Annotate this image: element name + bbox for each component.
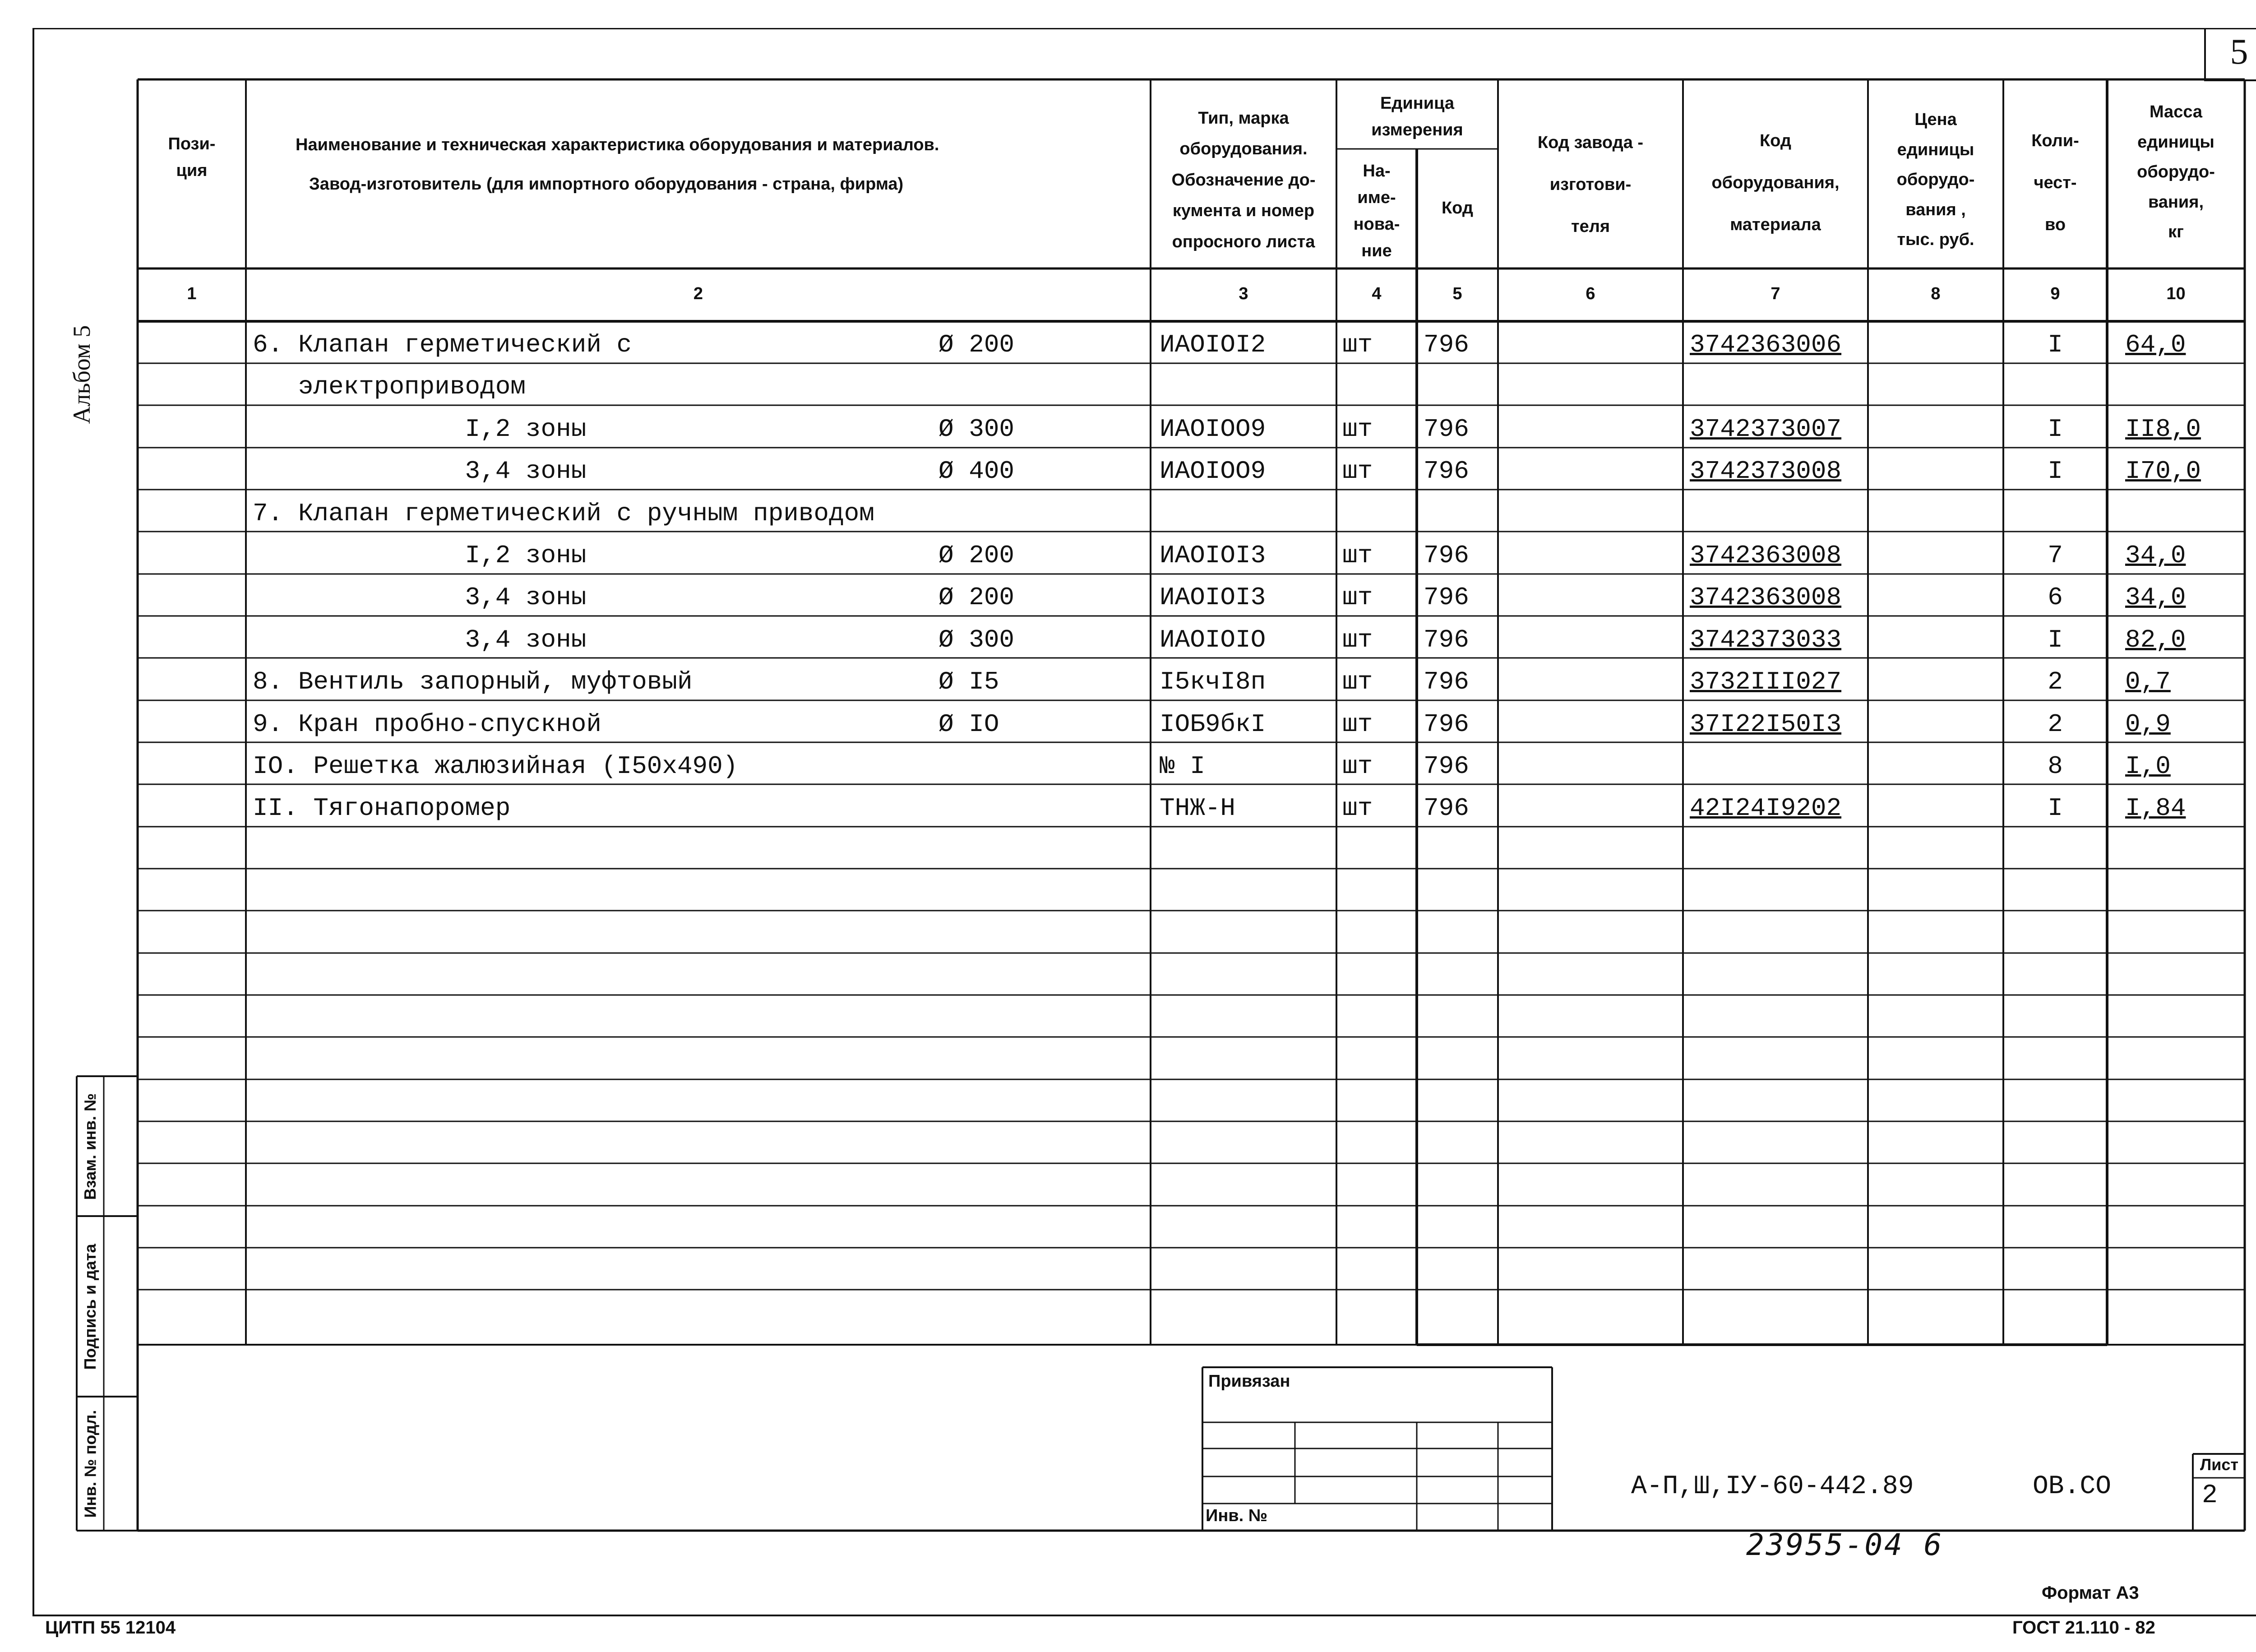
header-col3-line: кумента и номер [1172,201,1315,221]
row-cell-mass: 0,7 [2125,667,2171,697]
row-cell-name: 3,4 зоны [253,583,587,612]
header-col3 [1151,103,1336,257]
row-cell-equip-code: 3742363008 [1690,583,1842,612]
row-cell-unit: шт [1342,794,1373,823]
header-col3-line: оборудования. [1179,139,1308,159]
header-col8-line: оборудо- [1896,170,1975,189]
row-cell-qty: I [2048,457,2063,486]
header-col4-line: На- [1363,162,1391,180]
header-col4-line: ние [1361,241,1392,260]
row-cell-diameter: Ø IО [938,709,999,739]
row-cell-code: 796 [1424,541,1469,570]
row-cell-unit: шт [1342,583,1373,612]
row-cell-unit: шт [1342,330,1373,359]
row-cell-type: ИАОIОIО [1160,625,1266,654]
row-cell-equip-code: 3742363006 [1690,330,1842,359]
header-col8-line: Цена [1914,110,1957,129]
row-cell-name: 8. Вентиль запорный, муфтовый [253,667,693,697]
header-col6-line: Код завода - [1537,133,1644,152]
row-cell-code: 796 [1424,752,1469,781]
row-cell-qty: I [2048,794,2063,823]
row-cell-name: 3,4 зоны [253,457,587,486]
inv-no-label: Инв. № [1206,1506,1268,1525]
header-col8-line: тыс. руб. [1897,230,1974,249]
format-label: Формат А3 [2042,1583,2139,1603]
row-cell-type: ИАОIОI3 [1160,541,1266,570]
row-cell-qty: 2 [2048,709,2063,739]
row-cell-name: I,2 зоны [253,541,587,570]
table-row [138,619,2245,661]
table-row [138,787,2245,829]
row-cell-qty: 8 [2048,752,2063,781]
header-col8-line: единицы [1897,140,1974,159]
header-col1-line2: ция [176,161,208,180]
header-col10-line: вания, [2148,192,2204,212]
row-cell-code: 796 [1424,583,1469,612]
side-stamp-podpis [77,1216,104,1397]
header-col3-line: Тип, марка [1198,109,1289,128]
row-cell-equip-code: 37I22I50I3 [1690,709,1842,739]
side-stamp-inv-label: Инв. № подл. [81,1410,100,1518]
row-cell-type: № I [1160,752,1205,781]
row-cell-type: I5кчI8п [1160,667,1266,697]
row-cell-qty: 6 [2048,583,2063,612]
row-cell-code: 796 [1424,457,1469,486]
colnum-8: 8 [1931,284,1941,303]
header-col4 [1336,158,1417,264]
row-cell-mass: I,0 [2125,752,2171,781]
row-cell-equip-code: 3742373007 [1690,414,1842,444]
row-cell-diameter: Ø 200 [938,541,1015,570]
header-col10-line: единицы [2137,132,2214,152]
colnum-4: 4 [1372,284,1382,303]
table-row [138,493,2245,535]
row-cell-mass: I70,0 [2125,457,2201,486]
table-row [138,366,2245,408]
row-cell-diameter: Ø 300 [938,414,1015,444]
colnum-7: 7 [1771,284,1780,303]
row-cell-name: электроприводом [253,372,526,402]
row-cell-type: IОБ9бкI [1160,709,1266,739]
row-cell-diameter: Ø I5 [938,667,999,697]
row-cell-diameter: Ø 200 [938,583,1015,612]
row-cell-unit: шт [1342,667,1373,697]
table-row [138,324,2245,366]
row-cell-name: I,2 зоны [253,414,587,444]
row-cell-name: II. Тягонапоромер [253,794,511,823]
row-cell-qty: I [2048,625,2063,654]
header-col7-line: Код [1759,131,1792,150]
row-cell-equip-code: 42I24I9202 [1690,794,1842,823]
row-cell-mass: 82,0 [2125,625,2186,654]
header-unit-group-line: измерения [1371,120,1463,139]
row-cell-equip-code: 3742373008 [1690,457,1842,486]
colnum-2: 2 [693,284,703,303]
header-col2-line2: Завод-изготовитель (для импортного оборудования - страна, фирма) [309,175,904,194]
header-col6 [1498,122,1683,248]
header-col10-line: кг [2168,222,2184,241]
row-cell-equip-code: 3732III027 [1690,667,1842,697]
header-col6-line: теля [1571,217,1610,236]
row-cell-type: ИАОIОI3 [1160,583,1266,612]
header-col8 [1868,105,2003,255]
album-label: Альбом 5 [68,325,95,424]
row-cell-unit: шт [1342,457,1373,486]
row-cell-name: IО. Решетка жалюзийная (I50х490) [253,752,738,781]
header-col10-line: Масса [2149,102,2203,121]
row-cell-unit: шт [1342,752,1373,781]
row-cell-diameter: Ø 200 [938,330,1015,359]
table-row [138,703,2245,745]
table-row [138,408,2245,450]
row-cell-unit: шт [1342,709,1373,739]
table-row [138,535,2245,577]
footer-right: ГОСТ 21.110 - 82 [2012,1618,2155,1638]
header-col1-line1: Пози- [168,134,216,153]
row-cell-unit: шт [1342,541,1373,570]
list-number: 2 [2202,1481,2218,1510]
document-mark: ОВ.СО [2033,1472,2112,1501]
sheet-corner-number: 5 [2230,32,2248,72]
side-stamp-vzam [77,1076,104,1216]
row-cell-code: 796 [1424,667,1469,697]
header-col4-line: нова- [1353,214,1400,234]
handwritten-number: 23955-04 6 [1746,1527,1944,1562]
header-col6-line: изготови- [1549,175,1632,194]
header-col7-line: оборудования, [1711,173,1840,193]
row-cell-qty: I [2048,414,2063,444]
row-cell-code: 796 [1424,330,1469,359]
table-row [138,661,2245,703]
header-col7 [1683,120,1868,246]
privyazan-label: Привязан [1208,1372,1290,1391]
row-cell-code: 796 [1424,625,1469,654]
row-cell-equip-code: 3742373033 [1690,625,1842,654]
colnum-5: 5 [1452,284,1462,303]
row-cell-code: 796 [1424,709,1469,739]
row-cell-diameter: Ø 400 [938,457,1015,486]
row-cell-mass: 64,0 [2125,330,2186,359]
colnum-9: 9 [2050,284,2060,303]
header-col1 [138,131,246,184]
header-col4-line: име- [1357,188,1396,207]
header-col10 [2107,97,2245,247]
colnum-6: 6 [1586,284,1595,303]
row-cell-qty: 2 [2048,667,2063,697]
side-stamp-inv [77,1397,104,1531]
header-col2 [246,125,1151,204]
table-row [138,745,2245,787]
row-cell-mass: 34,0 [2125,541,2186,570]
header-col7-line: материала [1730,215,1821,235]
row-cell-type: ТНЖ-Н [1160,794,1236,823]
header-col5: Код [1441,199,1474,217]
header-unit-group [1336,90,1498,143]
row-cell-unit: шт [1342,414,1373,444]
header-col3-line: Обозначение до- [1171,170,1316,190]
side-stamp-podpis-label: Подпись и дата [81,1244,99,1370]
header-col9-line: Коли- [2031,131,2079,150]
colnum-1: 1 [187,284,197,303]
header-col8-line: вания , [1905,200,1966,219]
row-cell-qty: I [2048,330,2063,359]
row-cell-type: ИАОIОI2 [1160,330,1266,359]
row-cell-code: 796 [1424,794,1469,823]
row-cell-type: ИАОIОО9 [1160,457,1266,486]
document-code: А-П,Ш,IУ-60-442.89 [1631,1472,1914,1501]
table-row [138,450,2245,492]
colnum-3: 3 [1239,284,1248,303]
row-cell-name: 7. Клапан герметический с ручным приводом [253,499,874,528]
header-col2-line1: Наименование и техническая характеристика оборудования и материалов. [296,135,939,154]
row-cell-type: ИАОIОО9 [1160,414,1266,444]
header-col9-line: во [2044,215,2066,235]
row-cell-mass: 34,0 [2125,583,2186,612]
row-cell-name: 3,4 зоны [253,625,587,654]
table-row [138,577,2245,619]
row-cell-name: 6. Клапан герметический с [253,330,632,359]
header-unit-group-line: Единица [1380,94,1455,113]
header-col3-line: опросного листа [1172,232,1315,251]
header-col10-line: оборудо- [2137,162,2215,181]
row-cell-qty: 7 [2048,541,2063,570]
row-cell-name: 9. Кран пробно-спускной [253,709,601,739]
colnum-10: 10 [2166,284,2186,303]
row-cell-mass: 0,9 [2125,709,2171,739]
row-cell-equip-code: 3742363008 [1690,541,1842,570]
row-cell-mass: I,84 [2125,794,2186,823]
header-col9-line: чест- [2034,173,2077,193]
row-cell-mass: II8,0 [2125,414,2201,444]
list-label: Лист [2200,1455,2239,1474]
row-cell-unit: шт [1342,625,1373,654]
footer-left: ЦИТП 55 12104 [45,1618,176,1638]
side-stamp-vzam-label: Взам. инв. № [81,1093,99,1200]
header-col9 [2003,120,2107,246]
row-cell-diameter: Ø 300 [938,625,1015,654]
row-cell-code: 796 [1424,414,1469,444]
